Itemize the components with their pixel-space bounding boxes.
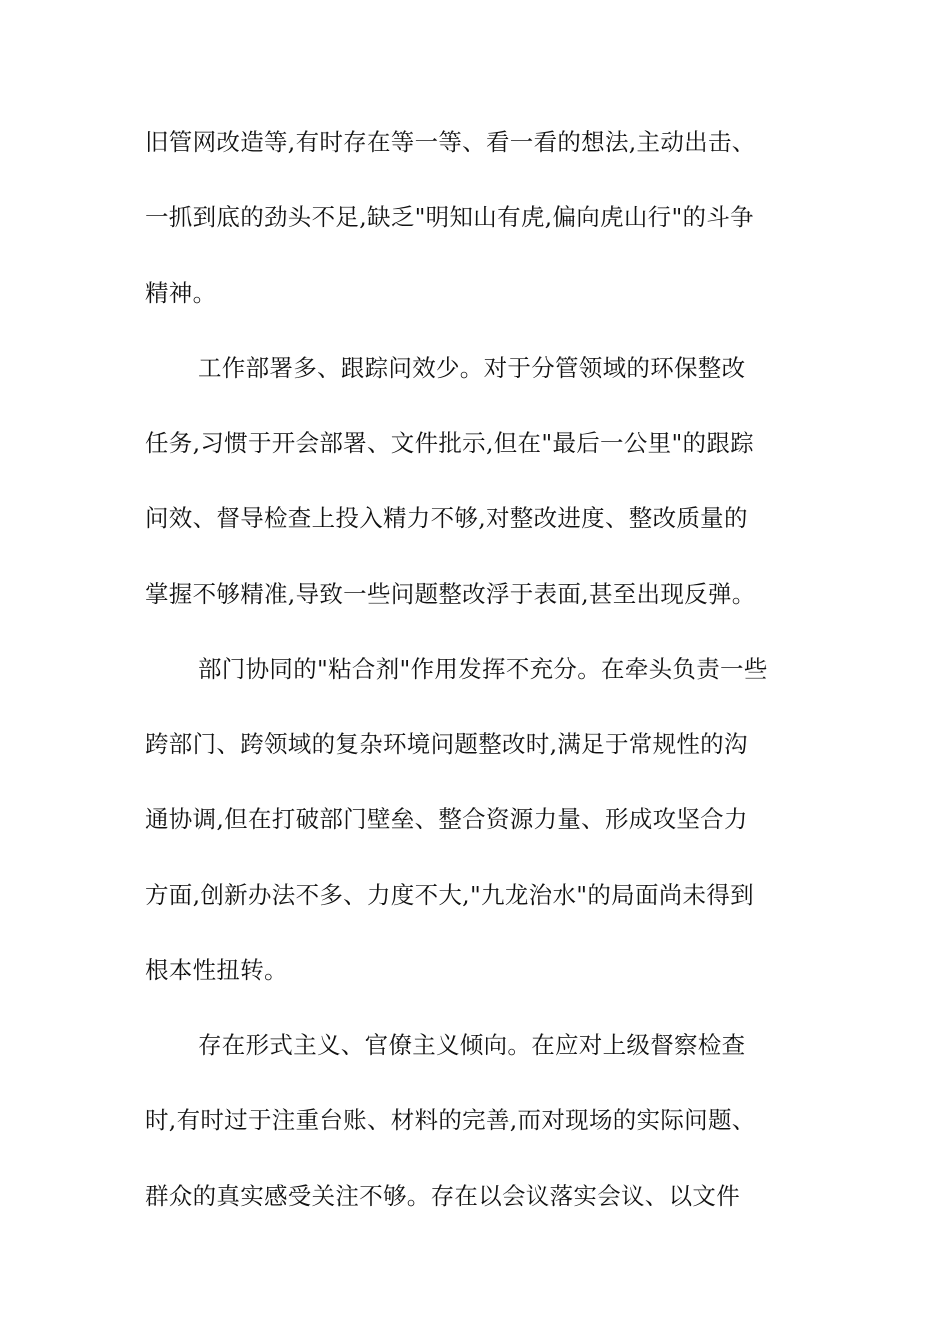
paragraph-1-line-2: 一抓到底的劲头不足,缺乏"明知山有虎,偏向虎山行"的斗争 xyxy=(145,203,754,231)
paragraph-3-line-5: 根本性扭转。 xyxy=(145,956,288,984)
paragraph-1-line-1: 旧管网改造等,有时存在等一等、看一看的想法,主动出击、 xyxy=(145,128,756,156)
paragraph-3-line-2: 跨部门、跨领域的复杂环境问题整改时,满足于常规性的沟 xyxy=(145,730,748,758)
paragraph-3-line-3: 通协调,但在打破部门壁垒、整合资源力量、形成攻坚合力 xyxy=(145,805,748,833)
paragraph-3-line-1: 部门协同的"粘合剂"作用发挥不充分。在牵头负责一些 xyxy=(198,655,768,683)
paragraph-4-line-1: 存在形式主义、官僚主义倾向。在应对上级督察检查 xyxy=(198,1031,746,1059)
paragraph-2-line-1: 工作部署多、跟踪问效少。对于分管领域的环保整改 xyxy=(198,354,746,382)
paragraph-4-line-2: 时,有时过于注重台账、材料的完善,而对现场的实际问题、 xyxy=(145,1106,756,1134)
paragraph-3-line-4: 方面,创新办法不多、力度不大,"九龙治水"的局面尚未得到 xyxy=(145,881,754,909)
paragraph-2-line-2: 任务,习惯于开会部署、文件批示,但在"最后一公里"的跟踪 xyxy=(145,429,754,457)
paragraph-4-line-3: 群众的真实感受关注不够。存在以会议落实会议、以文件 xyxy=(145,1182,740,1210)
paragraph-2-line-4: 掌握不够精准,导致一些问题整改浮于表面,甚至出现反弹。 xyxy=(145,580,756,608)
paragraph-1-line-3: 精神。 xyxy=(145,279,217,307)
paragraph-2-line-3: 问效、督导检查上投入精力不够,对整改进度、整改质量的 xyxy=(145,504,748,532)
